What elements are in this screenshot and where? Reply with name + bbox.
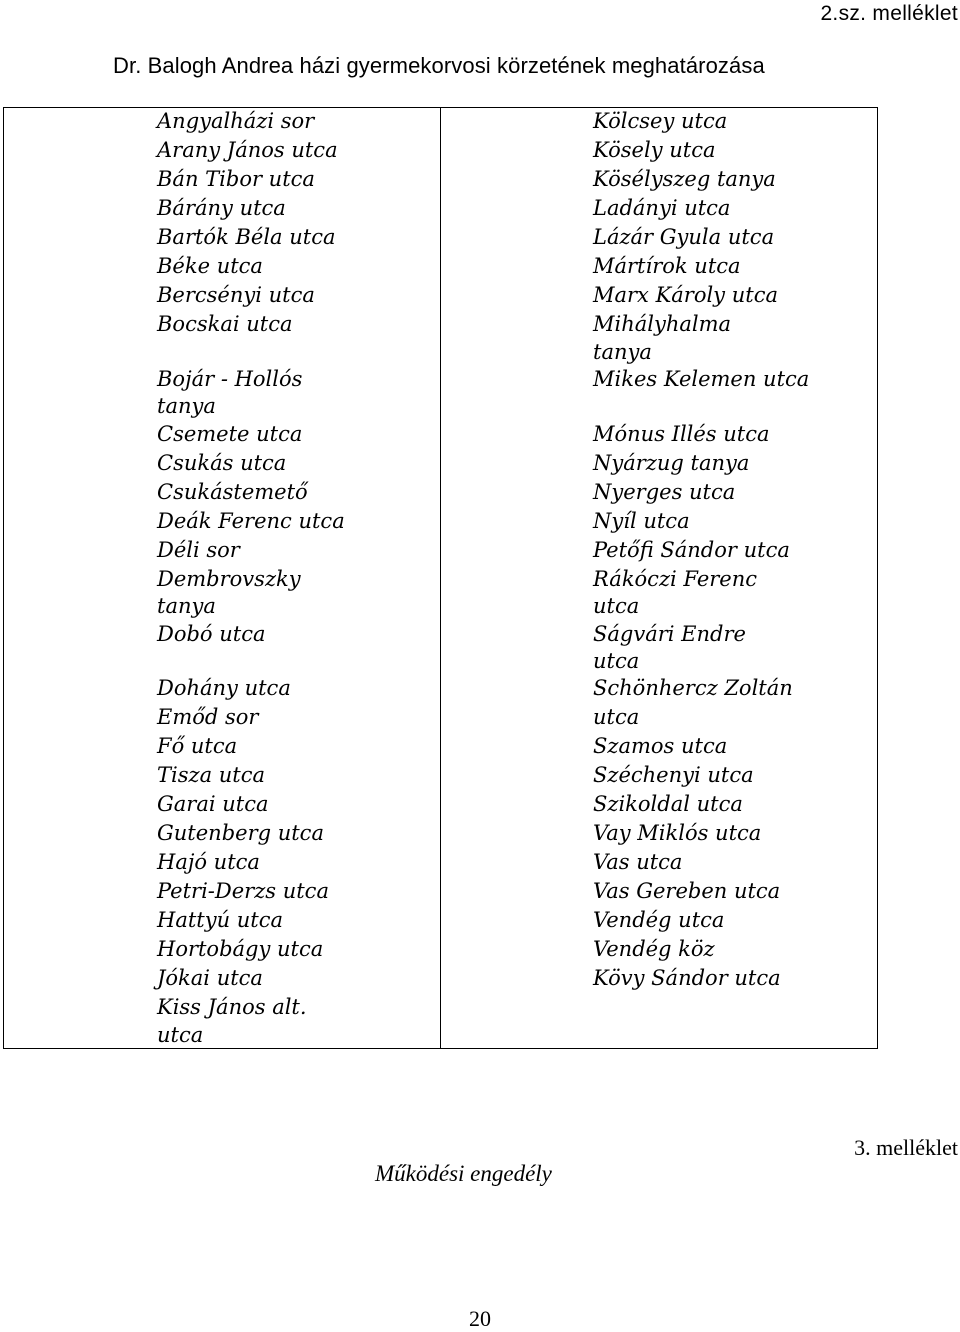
street-name: Angyalházi sor bbox=[157, 109, 315, 133]
street-name: Kösely utca bbox=[593, 138, 716, 162]
street-name: Szikoldal utca bbox=[593, 792, 743, 816]
street-name: Kövy Sándor utca bbox=[593, 966, 781, 990]
street-name: tanya bbox=[157, 394, 216, 418]
street-name: Széchenyi utca bbox=[593, 763, 754, 787]
street-name: Mártírok utca bbox=[593, 254, 741, 278]
street-name: Mónus Illés utca bbox=[593, 422, 770, 446]
street-name: Bán Tibor utca bbox=[157, 167, 315, 191]
street-name: Fő utca bbox=[157, 734, 238, 758]
street-name: Bárány utca bbox=[157, 196, 286, 220]
street-name: Arany János utca bbox=[157, 138, 338, 162]
street-name: Tisza utca bbox=[157, 763, 266, 787]
street-name: Hajó utca bbox=[157, 850, 260, 874]
street-name: Csukás utca bbox=[157, 451, 287, 475]
street-name: Dobó utca bbox=[157, 622, 266, 646]
page-number: 20 bbox=[469, 1306, 491, 1331]
street-name: Bojár - Hollós bbox=[157, 367, 303, 391]
street-name: Petőfi Sándor utca bbox=[593, 538, 790, 562]
street-name: Déli sor bbox=[157, 538, 240, 562]
permit-heading: Működési engedély bbox=[375, 1161, 552, 1186]
street-name: Csemete utca bbox=[157, 422, 303, 446]
street-name: Nyerges utca bbox=[593, 480, 736, 504]
page-title: Dr. Balogh Andrea házi gyermekorvosi körzetének meghatározása bbox=[113, 53, 765, 78]
annex-label-top: 2.sz. melléklet bbox=[820, 2, 958, 25]
street-name: Jókai utca bbox=[157, 966, 263, 990]
street-name: Ladányi utca bbox=[593, 196, 731, 220]
street-name: utca bbox=[593, 594, 640, 618]
street-name: Marx Károly utca bbox=[593, 283, 778, 307]
street-name: Nyíl utca bbox=[593, 509, 690, 533]
street-name: Béke utca bbox=[157, 254, 263, 278]
street-name: Deák Ferenc utca bbox=[157, 509, 345, 533]
street-name: Szamos utca bbox=[593, 734, 728, 758]
street-name: utca bbox=[593, 649, 640, 673]
street-name: Vas utca bbox=[593, 850, 683, 874]
street-name: tanya bbox=[157, 594, 216, 618]
street-name: Lázár Gyula utca bbox=[593, 225, 775, 249]
street-name: Bercsényi utca bbox=[157, 283, 315, 307]
column-divider bbox=[440, 108, 441, 1048]
street-name: Gutenberg utca bbox=[157, 821, 324, 845]
street-name: Mikes Kelemen utca bbox=[593, 367, 810, 391]
street-name: Kiss János alt. bbox=[157, 995, 307, 1019]
street-name: Vendég köz bbox=[593, 937, 715, 961]
street-name: tanya bbox=[593, 340, 652, 364]
street-name: Schönhercz Zoltán bbox=[593, 676, 793, 700]
street-name: Kölcsey utca bbox=[593, 109, 728, 133]
street-name: Vendég utca bbox=[593, 908, 725, 932]
street-name: utca bbox=[157, 1023, 204, 1047]
street-name: Nyárzug tanya bbox=[593, 451, 750, 475]
street-name: Kösélyszeg tanya bbox=[593, 167, 776, 191]
street-name: Mihályhalma bbox=[593, 312, 732, 336]
street-name: Ságvári Endre bbox=[593, 622, 746, 646]
street-name: Petri-Derzs utca bbox=[157, 879, 329, 903]
street-name: Rákóczi Ferenc bbox=[593, 567, 758, 591]
street-name: Bocskai utca bbox=[157, 312, 293, 336]
street-name: Vay Miklós utca bbox=[593, 821, 762, 845]
annex-label-bottom: 3. melléklet bbox=[854, 1135, 958, 1160]
street-name: Hattyú utca bbox=[157, 908, 284, 932]
street-name: Csukástemető bbox=[157, 480, 308, 504]
street-name: Dohány utca bbox=[157, 676, 291, 700]
street-name: Garai utca bbox=[157, 792, 269, 816]
street-name: Hortobágy utca bbox=[157, 937, 324, 961]
street-name: Bartók Béla utca bbox=[157, 225, 336, 249]
street-name: Dembrovszky bbox=[157, 567, 301, 591]
street-name: Emőd sor bbox=[157, 705, 259, 729]
street-name: Vas Gereben utca bbox=[593, 879, 781, 903]
street-name: utca bbox=[593, 705, 640, 729]
